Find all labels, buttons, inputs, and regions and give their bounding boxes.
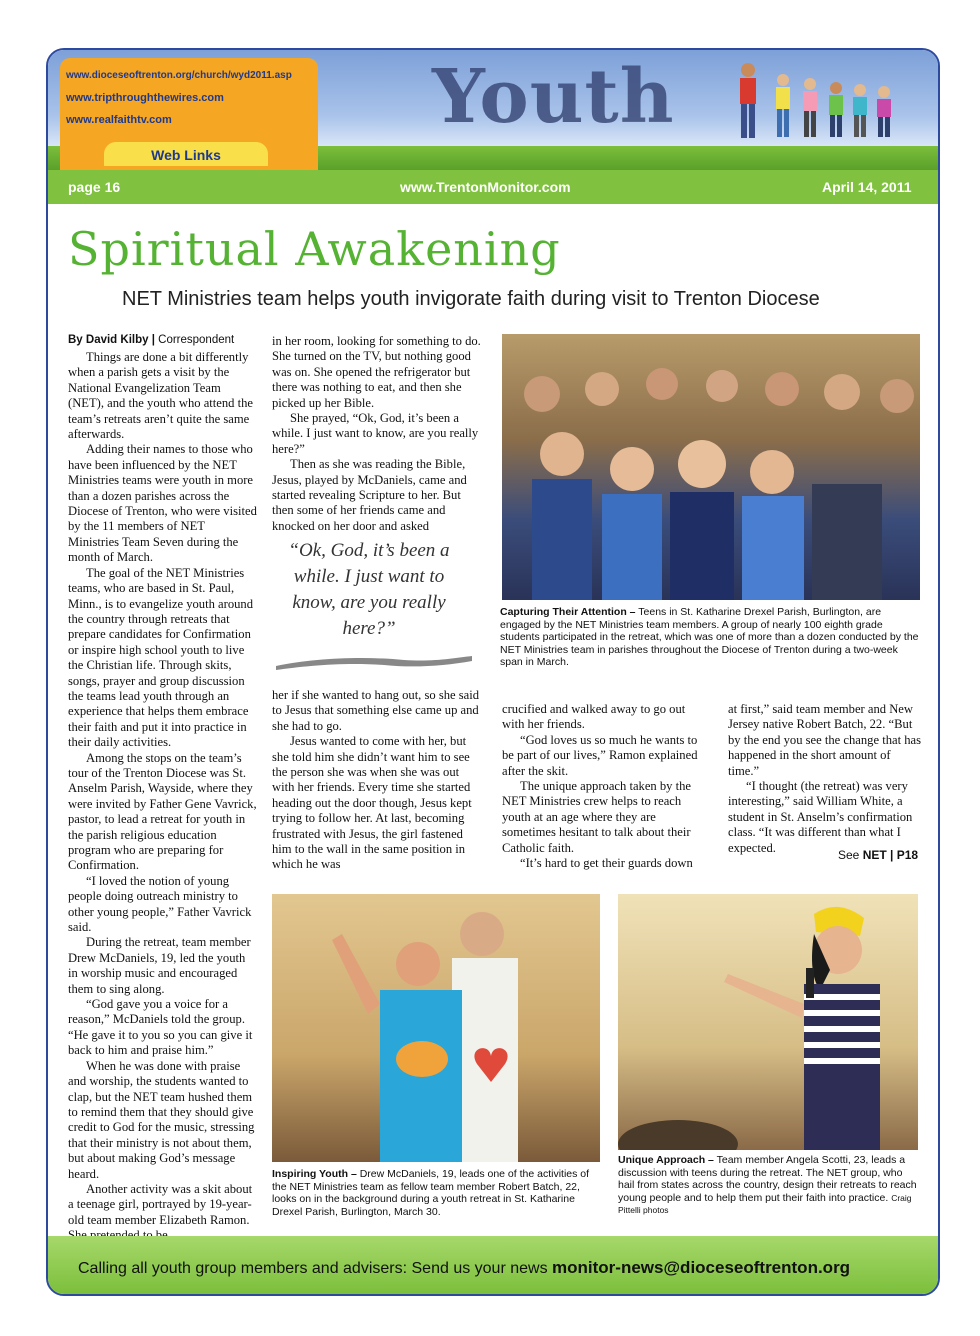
web-links-label: Web Links	[104, 142, 268, 166]
paragraph: When he was done with praise and worship, the students wanted to clap, but the NET team hushed them to remind them that they should give credit to God for the music, stressing that their ministry is not about them, but about making God’s message heard.	[68, 1058, 255, 1181]
paragraph: The goal of the NET Ministries teams, who are based in St. Paul, Minn., is to evangelize youth around the country through retreats that prepare candidates for Confirmation or inspire high school youth to live the Christian life. Through skits, songs, prayer and group discussion the teams lead youth through an experience that helps them embrace their faith and put it into practice in their daily activities.	[68, 565, 254, 750]
paragraph: Among the stops on the team’s tour of the Trenton Diocese was St. Anselm Parish, Wayside, where they were invited by Father Gene Vavrick, pastor, to lead a retreat for youth in the parish religious education program who are preparing for Confirmation.	[68, 750, 257, 873]
footer-banner	[48, 1236, 938, 1294]
site-url[interactable]: www.TrentonMonitor.com	[400, 179, 571, 195]
section-header	[48, 50, 938, 170]
paragraph: The unique approach taken by the NET Ministries crew helps to reach youth at an age where they are sometimes hesitant to talk about their Catholic faith.	[502, 779, 691, 855]
web-link-1[interactable]: www.dioceseoftrenton.org/church/wyd2011.asp	[66, 70, 292, 81]
unique-approach-photo	[618, 894, 918, 1150]
web-links-box	[60, 58, 318, 170]
paragraph: “God gave you a voice for a reason,” McDaniels told the group. “He gave it to you so you can give it back to him and praise him.”	[68, 997, 253, 1058]
paragraph: crucified and walked away to go out with her friends.	[502, 702, 686, 732]
main-photo-caption: Capturing Their Attention – Teens in St. Katharine Drexel Parish, Burlington, are engaged by the NET Ministries team members. A group of nearly 100 eighth grade students participated in the retreat, which was one of more than a dozen conducted by the NET Ministries team in parishes throughout the Diocese of Trenton during a two-week span in March.	[500, 606, 919, 669]
teens-audience-image	[502, 334, 920, 600]
paragraph: her if she wanted to hang out, so she said to Jesus that something else came up and she had to go.	[272, 688, 480, 733]
section-title: Youth	[432, 54, 675, 140]
paragraph: “I thought (the retreat) was very interesting,” said William White, a student in St. Anselm’s confirmation class. “It was different than what I expected.	[728, 779, 913, 855]
brush-stroke-divider	[274, 652, 474, 672]
paragraph: Jesus wanted to come with her, but she told him she didn’t want him to see the person she was when she was out with her friends. Every time she started heading out the door though, Jesus kept trying to follow her. At last, becoming frustrated with Jesus, the girl fastened him to the wall in the same position in which he was	[272, 734, 472, 872]
pull-quote: “Ok, God, it’s been a while. I just want to know, are you really here?”	[288, 540, 450, 639]
web-link-3[interactable]: www.realfaithtv.com	[66, 114, 172, 126]
speaker-image	[618, 894, 918, 1150]
article-column-3	[502, 702, 710, 871]
paragraph: Then as she was reading the Bible, Jesus, played by McDaniels, came and started revealing Scripture to her. But then some of her friends came and knocked on her door and asked	[272, 457, 467, 533]
inspiring-youth-photo	[272, 894, 600, 1162]
paragraph: in her room, looking for something to do. She turned on the TV, but nothing good was on. She opened the refrigerator but there was nothing to eat, and then she picked up her Bible.	[272, 334, 481, 410]
article-column-2-top	[272, 334, 482, 534]
paragraph: Another activity was a skit about a teenage girl, portrayed by 19-year-old team member Elizabeth Ramon.	[68, 1181, 253, 1227]
continued-jump[interactable]: See NET | P18	[838, 848, 919, 862]
main-photo	[502, 334, 920, 600]
web-link-2[interactable]: www.tripthroughthewires.com	[66, 92, 224, 104]
paragraph: “I loved the notion of young people doing outreach ministry to other young people,” Father Vavrick said.	[68, 873, 252, 935]
article-headline: Spiritual Awakening	[68, 222, 561, 276]
issue-date: April 14, 2011	[822, 179, 912, 195]
article-column-1	[68, 334, 258, 1244]
inspiring-youth-caption: Inspiring Youth – Drew McDaniels, 19, leads one of the activities of the NET Ministries team as fellow team member Robert Batch, 22, looks on in the background during a youth retreat in St. Katharine Drexel Parish, Burlington, March 30.	[272, 1168, 590, 1218]
paragraph: at first,” said team member and New Jersey native Robert Batch, 22. “But by the end you see the change that has happened in the short amount of time.”	[728, 702, 922, 778]
folio-stripe	[48, 170, 938, 204]
article-column-2-bottom	[272, 688, 482, 873]
paragraph: “It’s hard to get their guards down	[520, 856, 693, 871]
youth-group-illustration	[688, 58, 928, 148]
photo-credit: Craig Pittelli photos	[618, 1192, 912, 1216]
page-number: page 16	[68, 179, 121, 195]
paragraph: She prayed, “Ok, God, it’s been a while. I just want to know, are you really here?”	[272, 411, 479, 456]
newspaper-page	[46, 48, 940, 1296]
unique-approach-caption: Unique Approach – Team member Angela Scotti, 23, leads a discussion with teens during the retreat. The NET group, who hail from states across the country, design their retreats to reach young people and to help them put their faith into practice. Craig Pittelli photos	[618, 1154, 917, 1216]
paragraph: “God loves us so much he wants to be part of our lives,” Ramon explained after the skit.	[502, 732, 698, 778]
byline: By David Kilby | Correspondent	[68, 334, 235, 346]
footer-callout: Calling all youth group members and advisers: Send us your news monitor-news@dioceseoftrenton.org	[78, 1258, 851, 1277]
worship-leader-image	[272, 894, 600, 1162]
paragraph: During the retreat, team member Drew McDaniels, 19, led the youth in worship music and encouraged them to sing along.	[68, 935, 251, 996]
article-subhead: NET Ministries team helps youth invigorate faith during visit to Trenton Diocese	[122, 288, 820, 310]
paragraph: Things are done a bit differently when a parish gets a visit by the National Evangelization Team (NET), and the youth who attend the team’s retreats aren’t quite the same afterwards.	[68, 350, 254, 442]
article-column-4	[728, 702, 922, 856]
footer-email[interactable]: monitor-news@dioceseoftrenton.org	[552, 1258, 851, 1277]
paragraph: Adding their names to those who have been influenced by the NET Ministries teams were youth in more than a dozen parishes across the Diocese of Trenton, who were visited by the 11 members of NET Ministries Team Seven during the month of March.	[68, 442, 257, 565]
